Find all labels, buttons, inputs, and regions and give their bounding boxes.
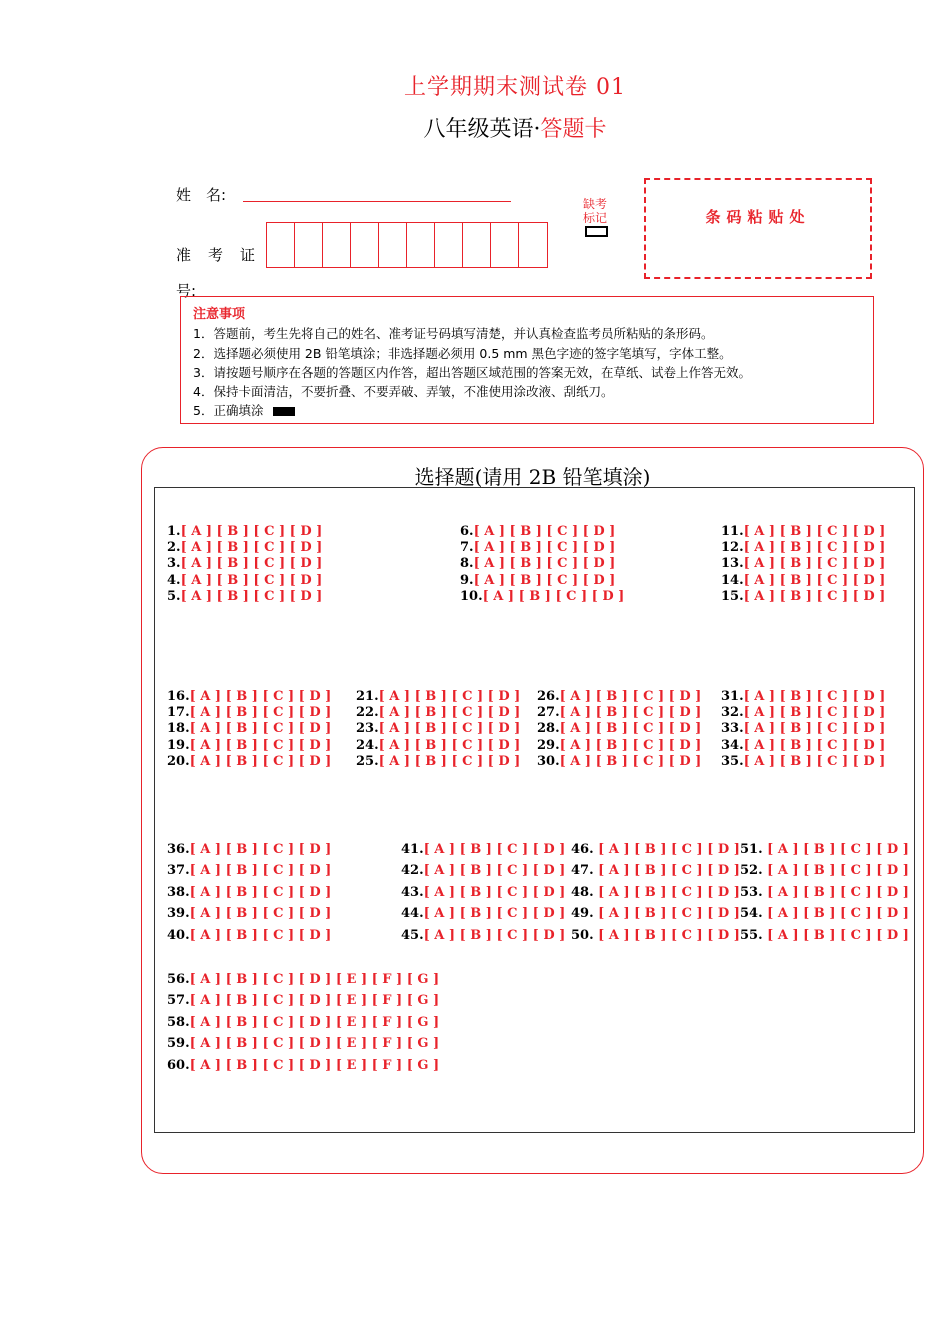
question-row[interactable] xyxy=(721,721,885,737)
question-number: 27. xyxy=(537,705,560,720)
question-row[interactable] xyxy=(167,721,331,737)
answer-options[interactable]: [ A ] [ B ] [ C ] [ D ] xyxy=(180,573,323,588)
question-number: 60. xyxy=(167,1058,190,1073)
question-row[interactable] xyxy=(167,1015,439,1031)
barcode-area xyxy=(644,178,872,279)
question-number: 25. xyxy=(356,754,379,769)
answer-options[interactable]: [ A ] [ B ] [ C ] [ D ] xyxy=(743,589,886,604)
question-number: 59. xyxy=(167,1036,190,1051)
question-number: 55. xyxy=(740,928,768,943)
answer-options[interactable]: [ A ] [ B ] [ C ] [ D ] xyxy=(378,689,521,704)
notes-title: 注意事项 xyxy=(193,307,246,322)
answer-options[interactable]: [ A ] [ B ] [ C ] [ D ] [ E ] [ F ] [ G ] xyxy=(189,1058,440,1073)
answer-options[interactable]: [ A ] [ B ] [ C ] [ D ] xyxy=(559,738,702,753)
answer-options[interactable]: [ A ] [ B ] [ C ] [ D ] xyxy=(189,689,332,704)
question-number: 58. xyxy=(167,1015,190,1030)
question-row[interactable] xyxy=(460,540,615,556)
answer-options[interactable]: [ A ] [ B ] [ C ] [ D ] xyxy=(743,738,886,753)
question-row[interactable] xyxy=(167,993,439,1009)
question-row[interactable] xyxy=(356,705,520,721)
question-number: 53. xyxy=(740,885,768,900)
answer-options[interactable]: [ A ] [ B ] [ C ] [ D ] xyxy=(473,556,616,571)
answer-options[interactable]: [ A ] [ B ] [ C ] [ D ] xyxy=(743,721,886,736)
answer-options[interactable]: [ A ] [ B ] [ C ] [ D ] xyxy=(378,738,521,753)
answer-options[interactable]: [ A ] [ B ] [ C ] [ D ] xyxy=(767,906,909,921)
question-number: 4. xyxy=(167,573,181,588)
id-digit-box[interactable] xyxy=(379,223,407,267)
barcode-label: 条码粘贴处 xyxy=(705,208,811,226)
question-number: 42. xyxy=(401,863,424,878)
question-row[interactable] xyxy=(721,524,885,540)
question-number: 56. xyxy=(167,972,190,987)
question-number: 47. xyxy=(571,863,599,878)
question-number: 54. xyxy=(740,906,768,921)
absent-mark-box[interactable] xyxy=(585,226,608,237)
question-row[interactable] xyxy=(401,906,565,922)
answer-options[interactable]: [ A ] [ B ] [ C ] [ D ] xyxy=(423,885,566,900)
answer-options[interactable]: [ A ] [ B ] [ C ] [ D ] xyxy=(743,540,886,555)
question-number: 9. xyxy=(460,573,474,588)
question-number: 41. xyxy=(401,842,424,857)
question-row[interactable] xyxy=(167,689,331,705)
question-row[interactable] xyxy=(537,689,701,705)
notes-box xyxy=(180,296,874,424)
question-number: 40. xyxy=(167,928,190,943)
answer-options[interactable]: [ A ] [ B ] [ C ] [ D ] xyxy=(767,842,909,857)
id-digit-box[interactable] xyxy=(463,223,491,267)
question-row[interactable] xyxy=(721,738,885,754)
question-row[interactable] xyxy=(356,738,520,754)
question-row[interactable] xyxy=(167,589,322,605)
answer-options[interactable]: [ A ] [ B ] [ C ] [ D ] [ E ] [ F ] [ G ] xyxy=(189,972,440,987)
answer-options[interactable]: [ A ] [ B ] [ C ] [ D ] xyxy=(743,556,886,571)
question-number: 49. xyxy=(571,906,599,921)
question-number: 44. xyxy=(401,906,424,921)
name-label: 姓 名: xyxy=(176,186,227,204)
id-digit-box[interactable] xyxy=(295,223,323,267)
answer-options[interactable]: [ A ] [ B ] [ C ] [ D ] xyxy=(482,589,625,604)
question-row[interactable] xyxy=(167,540,322,556)
answer-options[interactable]: [ A ] [ B ] [ C ] [ D ] xyxy=(423,928,566,943)
answer-options[interactable]: [ A ] [ B ] [ C ] [ D ] xyxy=(423,842,566,857)
answer-options[interactable]: [ A ] [ B ] [ C ] [ D ] xyxy=(180,524,323,539)
question-row[interactable] xyxy=(740,906,909,922)
id-digit-box[interactable] xyxy=(407,223,435,267)
answer-options[interactable]: [ A ] [ B ] [ C ] [ D ] xyxy=(180,589,323,604)
question-row[interactable] xyxy=(167,928,331,944)
question-number: 34. xyxy=(721,738,744,753)
answer-options[interactable]: [ A ] [ B ] [ C ] [ D ] xyxy=(559,721,702,736)
answer-options[interactable]: [ A ] [ B ] [ C ] [ D ] xyxy=(767,928,909,943)
question-row[interactable] xyxy=(537,705,701,721)
question-number: 22. xyxy=(356,705,379,720)
answer-options[interactable]: [ A ] [ B ] [ C ] [ D ] xyxy=(743,573,886,588)
question-row[interactable] xyxy=(740,928,909,944)
answer-options[interactable]: [ A ] [ B ] [ C ] [ D ] [ E ] [ F ] [ G ] xyxy=(189,993,440,1008)
answer-options[interactable]: [ A ] [ B ] [ C ] [ D ] xyxy=(378,705,521,720)
question-number: 10. xyxy=(460,589,483,604)
question-row[interactable] xyxy=(167,863,331,879)
question-row[interactable] xyxy=(167,1036,439,1052)
question-row[interactable] xyxy=(460,556,615,572)
question-row[interactable] xyxy=(571,885,740,901)
question-number: 12. xyxy=(721,540,744,555)
question-number: 15. xyxy=(721,589,744,604)
question-number: 16. xyxy=(167,689,190,704)
question-number: 29. xyxy=(537,738,560,753)
exam-id-boxes[interactable] xyxy=(266,222,548,268)
question-number: 38. xyxy=(167,885,190,900)
question-row[interactable] xyxy=(721,689,885,705)
answer-options[interactable]: [ A ] [ B ] [ C ] [ D ] xyxy=(473,540,616,555)
id-label: 准 考 证 xyxy=(176,246,257,264)
question-row[interactable] xyxy=(721,556,885,572)
id-digit-box[interactable] xyxy=(491,223,519,267)
answer-options[interactable]: [ A ] [ B ] [ C ] [ D ] xyxy=(189,754,332,769)
absent-label-line1: 缺考 xyxy=(583,197,608,211)
answer-options[interactable]: [ A ] [ B ] [ C ] [ D ] xyxy=(180,556,323,571)
question-number: 21. xyxy=(356,689,379,704)
question-number: 28. xyxy=(537,721,560,736)
answer-options[interactable]: [ A ] [ B ] [ C ] [ D ] xyxy=(189,906,332,921)
question-number: 32. xyxy=(721,705,744,720)
question-row[interactable] xyxy=(721,589,885,605)
answer-options[interactable]: [ A ] [ B ] [ C ] [ D ] xyxy=(378,721,521,736)
question-number: 43. xyxy=(401,885,424,900)
question-number: 18. xyxy=(167,721,190,736)
note-item: 4．保持卡面清洁，不要折叠、不要弄破、弄皱，不准使用涂改液、刮纸刀。 xyxy=(193,384,614,400)
answer-options[interactable]: [ A ] [ B ] [ C ] [ D ] xyxy=(767,863,909,878)
question-number: 3. xyxy=(167,556,181,571)
question-row[interactable] xyxy=(740,885,909,901)
question-row[interactable] xyxy=(571,863,740,879)
absent-label-line2: 标记 xyxy=(583,211,608,225)
answer-options[interactable]: [ A ] [ B ] [ C ] [ D ] xyxy=(559,705,702,720)
question-number: 11. xyxy=(721,524,744,539)
id-digit-box[interactable] xyxy=(435,223,463,267)
answer-options[interactable]: [ A ] [ B ] [ C ] [ D ] xyxy=(189,738,332,753)
id-digit-box[interactable] xyxy=(267,223,295,267)
question-row[interactable] xyxy=(571,928,740,944)
answer-options[interactable]: [ A ] [ B ] [ C ] [ D ] xyxy=(189,842,332,857)
question-number: 19. xyxy=(167,738,190,753)
answer-options[interactable]: [ A ] [ B ] [ C ] [ D ] xyxy=(378,754,521,769)
answer-options[interactable]: [ A ] [ B ] [ C ] [ D ] xyxy=(189,928,332,943)
question-row[interactable] xyxy=(167,556,322,572)
question-row[interactable] xyxy=(401,928,565,944)
question-row[interactable] xyxy=(721,754,885,770)
question-number: 46. xyxy=(571,842,599,857)
id-digit-box[interactable] xyxy=(519,223,547,267)
question-number: 51. xyxy=(740,842,768,857)
card-subtitle xyxy=(0,112,950,143)
question-row[interactable] xyxy=(721,573,885,589)
question-number: 33. xyxy=(721,721,744,736)
question-row[interactable] xyxy=(537,754,701,770)
note-item: 3．请按题号顺序在各题的答题区内作答，超出答题区域范围的答案无效，在草纸、试卷上作答无效。 xyxy=(193,364,751,380)
question-row[interactable] xyxy=(571,906,740,922)
answer-options[interactable]: [ A ] [ B ] [ C ] [ D ] xyxy=(743,524,886,539)
id-digit-box[interactable] xyxy=(351,223,379,267)
question-row[interactable] xyxy=(356,754,520,770)
question-number: 45. xyxy=(401,928,424,943)
question-row[interactable] xyxy=(167,524,322,540)
question-row[interactable] xyxy=(401,863,565,879)
question-number: 2. xyxy=(167,540,181,555)
question-number: 50. xyxy=(571,928,599,943)
answer-options[interactable]: [ A ] [ B ] [ C ] [ D ] xyxy=(423,863,566,878)
question-row[interactable] xyxy=(401,885,565,901)
question-row[interactable] xyxy=(167,754,331,770)
question-row[interactable] xyxy=(401,842,565,858)
question-number: 8. xyxy=(460,556,474,571)
question-row[interactable] xyxy=(537,738,701,754)
question-row[interactable] xyxy=(460,524,615,540)
question-row[interactable] xyxy=(356,721,520,737)
question-number: 14. xyxy=(721,573,744,588)
question-number: 7. xyxy=(460,540,474,555)
question-row[interactable] xyxy=(460,573,615,589)
question-row[interactable] xyxy=(571,842,740,858)
question-row[interactable] xyxy=(740,863,909,879)
answer-options[interactable]: [ A ] [ B ] [ C ] [ D ] xyxy=(598,863,740,878)
question-number: 48. xyxy=(571,885,599,900)
id-digit-box[interactable] xyxy=(323,223,351,267)
question-number: 1. xyxy=(167,524,181,539)
answer-options[interactable]: [ A ] [ B ] [ C ] [ D ] [ E ] [ F ] [ G ] xyxy=(189,1015,440,1030)
answer-options[interactable]: [ A ] [ B ] [ C ] [ D ] xyxy=(598,928,740,943)
answer-options[interactable]: [ A ] [ B ] [ C ] [ D ] xyxy=(743,689,886,704)
answer-options[interactable]: [ A ] [ B ] [ C ] [ D ] xyxy=(767,885,909,900)
question-number: 23. xyxy=(356,721,379,736)
answer-options[interactable]: [ A ] [ B ] [ C ] [ D ] xyxy=(743,754,886,769)
question-row[interactable] xyxy=(460,589,624,605)
answer-options[interactable]: [ A ] [ B ] [ C ] [ D ] xyxy=(473,524,616,539)
section-title: 选择题(请用 2B 铅笔填涂) xyxy=(414,465,651,489)
question-row[interactable] xyxy=(721,540,885,556)
question-row[interactable] xyxy=(356,689,520,705)
question-row[interactable] xyxy=(167,738,331,754)
answer-options[interactable]: [ A ] [ B ] [ C ] [ D ] xyxy=(559,754,702,769)
answer-options[interactable]: [ A ] [ B ] [ C ] [ D ] xyxy=(473,573,616,588)
question-row[interactable] xyxy=(167,1058,439,1074)
answer-options[interactable]: [ A ] [ B ] [ C ] [ D ] xyxy=(598,842,740,857)
answer-options[interactable]: [ A ] [ B ] [ C ] [ D ] xyxy=(423,906,566,921)
answer-options[interactable]: [ A ] [ B ] [ C ] [ D ] xyxy=(189,721,332,736)
question-number: 39. xyxy=(167,906,190,921)
question-row[interactable] xyxy=(167,906,331,922)
question-row[interactable] xyxy=(167,705,331,721)
absent-mark-label xyxy=(583,197,607,225)
answer-options[interactable]: [ A ] [ B ] [ C ] [ D ] xyxy=(598,885,740,900)
question-number: 35. xyxy=(721,754,744,769)
note-item: 1．答题前，考生先将自己的姓名、准考证号码填写清楚，并认真检查监考员所粘贴的条形码。 xyxy=(193,326,714,342)
question-number: 5. xyxy=(167,589,181,604)
question-number: 6. xyxy=(460,524,474,539)
question-number: 17. xyxy=(167,705,190,720)
question-number: 57. xyxy=(167,993,190,1008)
question-row[interactable] xyxy=(537,721,701,737)
answer-options[interactable]: [ A ] [ B ] [ C ] [ D ] xyxy=(743,705,886,720)
answer-options[interactable]: [ A ] [ B ] [ C ] [ D ] xyxy=(598,906,740,921)
question-row[interactable] xyxy=(167,573,322,589)
exam-title: 上学期期末测试卷 01 xyxy=(404,75,626,100)
name-input-line[interactable] xyxy=(243,201,511,202)
answer-options[interactable]: [ A ] [ B ] [ C ] [ D ] xyxy=(559,689,702,704)
subtitle-subject: 八年级英语· xyxy=(423,117,541,142)
question-row[interactable] xyxy=(167,842,331,858)
question-number: 52. xyxy=(740,863,768,878)
answer-options[interactable]: [ A ] [ B ] [ C ] [ D ] xyxy=(189,863,332,878)
question-number: 20. xyxy=(167,754,190,769)
answer-options[interactable]: [ A ] [ B ] [ C ] [ D ] xyxy=(189,885,332,900)
note-item-filled-example: 5．正确填涂 xyxy=(193,401,873,420)
question-number: 30. xyxy=(537,754,560,769)
question-number: 36. xyxy=(167,842,190,857)
question-number: 13. xyxy=(721,556,744,571)
filled-bubble-example xyxy=(273,407,295,416)
answer-options[interactable]: [ A ] [ B ] [ C ] [ D ] xyxy=(189,705,332,720)
note-item: 2．选择题必须使用 2B 铅笔填涂；非选择题必须用 0.5 mm 黑色字迹的签字笔填写，字体工整。 xyxy=(193,345,732,361)
question-number: 37. xyxy=(167,863,190,878)
subtitle-answer-card: 答题卡 xyxy=(540,117,607,142)
id-label-suffix: 号: xyxy=(176,282,197,300)
question-row[interactable] xyxy=(740,842,909,858)
answer-options[interactable]: [ A ] [ B ] [ C ] [ D ] xyxy=(180,540,323,555)
question-number: 31. xyxy=(721,689,744,704)
question-number: 24. xyxy=(356,738,379,753)
question-row[interactable] xyxy=(167,885,331,901)
question-number: 26. xyxy=(537,689,560,704)
answer-options[interactable]: [ A ] [ B ] [ C ] [ D ] [ E ] [ F ] [ G ] xyxy=(189,1036,440,1051)
question-row[interactable] xyxy=(721,705,885,721)
question-row[interactable] xyxy=(167,972,439,988)
